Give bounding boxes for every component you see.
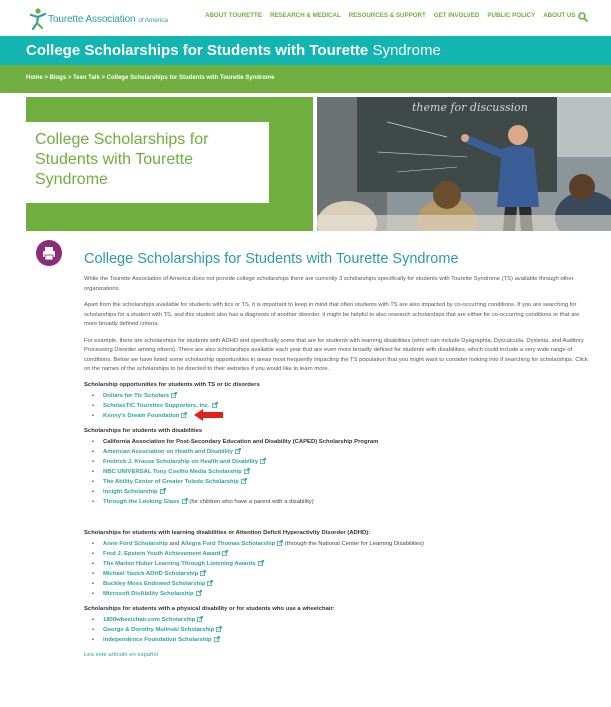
list-item [92, 625, 594, 635]
logo-small-text: of America [138, 16, 168, 24]
hero-heading: College Scholarships for Students with Tourette Syndrome [35, 131, 209, 188]
external-link-icon [260, 458, 266, 464]
page-title-bold: College Scholarships for Students with Tourette [26, 42, 369, 59]
link-scholastic-tourettes[interactable]: ScholasTIC Tourettes Supporters, Inc. [103, 402, 210, 409]
list-item [92, 391, 594, 401]
link-nbc-coelho[interactable]: NBC UNIVERSAL Tony Coelho Media Scholarship [103, 468, 242, 475]
looking-glass-note: (for children who have a parent with a disability) [189, 498, 314, 505]
list-item [92, 477, 594, 487]
and-text: and [167, 540, 181, 547]
spacer [84, 514, 594, 528]
list-item [92, 457, 594, 467]
list-item [92, 635, 594, 645]
link-1800wheelchair[interactable]: 1800wheelchair.com Scholarship [103, 616, 196, 623]
page-title [26, 42, 441, 59]
link-ability-center-toledo[interactable]: The Ability Center of Greater Toledo Scholarship [103, 478, 239, 485]
nav-resources-support[interactable]: RESOURCES & SUPPORT [348, 12, 426, 19]
nav-research-medical[interactable]: RESEARCH & MEDICAL [269, 12, 341, 19]
list-item [92, 569, 594, 579]
list-item [92, 497, 594, 507]
hero-card [26, 122, 269, 203]
caped-scholarship: California Association for Post-Secondary Education and Disability (CAPED) Scholarship Program [103, 438, 379, 445]
external-link-icon [196, 590, 202, 596]
search-icon[interactable] [577, 10, 589, 22]
article-paragraph-3: For example, there are scholarships for students with ADHD and specifically some that are for students with learning disabilities (which can include Dysgraphia, Dyscalculia, Dyslexia, and Auditory Processing Disorder among others). There are also scholarships available each year that are even more broadly defined for students with disabilities, which could include a very wide range of conditions. Below we have listed some scholarship opportunities in areas most frequently impacting the TS population that you might want to consider looking into if searching for scholarships. Click on the names of the scholarships to be directed to their websites if you would like to learn more. [84, 337, 588, 372]
nav-get-involved[interactable]: GET INVOLVED [433, 12, 480, 19]
external-link-icon [182, 498, 188, 504]
section-heading-ld-adhd: Scholarships for students with learning disabilities or Attention Deficit Hyperactivity Disorder (ADHD): [84, 529, 371, 536]
link-anne-ford[interactable]: Anne Ford Scholarship [103, 540, 168, 547]
print-icon[interactable] [36, 240, 62, 266]
external-link-icon [216, 626, 222, 632]
list-disability-scholarships [92, 437, 594, 507]
nav-about-tourette[interactable]: ABOUT TOURETTE [205, 12, 262, 19]
logo-figure-icon [30, 8, 46, 30]
link-microsoft-disability[interactable]: Microsoft DisAbility Scholarship [103, 590, 194, 597]
link-fred-epstein[interactable]: Fred J. Epstein Youth Achievement Award [103, 550, 221, 557]
list-item [92, 579, 594, 589]
site-logo[interactable] [30, 8, 168, 30]
external-link-icon [160, 488, 166, 494]
chalkboard-text: theme for discussion [412, 101, 528, 114]
list-item [92, 615, 594, 625]
article-title: College Scholarships for Students with Tourette Syndrome [84, 251, 459, 267]
list-item [92, 549, 594, 559]
article-paragraph-1: While the Tourette Association of America does not provide college scholarships there are currently 3 scholarships specifically for students with Tourette Syndrome (TS) available through other organizations. [84, 276, 574, 292]
external-link-icon [235, 448, 241, 454]
hero-classroom-image [317, 97, 611, 231]
section-heading-physical: Scholarships for students with a physical disability or for students who use a wheelchair: [84, 605, 335, 612]
link-kennys-dream[interactable]: Kenny's Dream Foundation [103, 412, 180, 419]
list-item [92, 589, 594, 599]
link-dollars-for-tic-scholars[interactable]: Dollars for Tic Scholars [103, 392, 170, 399]
logo-text [48, 14, 168, 25]
list-item [92, 411, 594, 421]
link-aahd[interactable]: American Association on Health and Disability [103, 448, 234, 455]
list-item [92, 559, 594, 569]
list-physical-scholarships [92, 615, 594, 645]
link-krause-scholarship[interactable]: Fredrick J. Krause Scholarship on Health and Disability [103, 458, 259, 465]
site-header [0, 0, 611, 36]
list-ld-adhd-scholarships [92, 539, 594, 599]
spanish-article-link[interactable]: Lea este artículo en español [84, 651, 159, 658]
page-title-thin: Syndrome [372, 42, 441, 59]
link-marion-huber[interactable]: The Marion Huber Learning Through Listening Awards [103, 560, 256, 567]
breadcrumb[interactable]: Home > Blogs > Teen Talk > College Scholarships for Students with Tourette Syndrome [26, 75, 275, 81]
external-link-icon [197, 616, 203, 622]
link-mulinski[interactable]: George & Dorothy Mulinski Scholarship [103, 626, 215, 633]
red-arrow-icon [193, 408, 225, 422]
nav-about-us[interactable]: ABOUT US [543, 12, 576, 19]
breadcrumb-bar [0, 65, 611, 93]
list-item [92, 539, 594, 549]
external-link-icon [277, 540, 283, 546]
list-item [92, 401, 594, 411]
link-michael-yasick[interactable]: Michael Yasick ADHD Scholarship [103, 570, 199, 577]
link-incight[interactable]: Incight Scholarship [103, 488, 158, 495]
external-link-icon [171, 392, 177, 398]
external-link-icon [181, 412, 187, 418]
page-title-bar [0, 36, 611, 65]
main-nav [205, 12, 584, 19]
link-allegra-ford-thomas[interactable]: Allegra Ford Thomas Scholarship [180, 540, 276, 547]
external-link-icon [244, 468, 250, 474]
external-link-icon [200, 570, 206, 576]
article-paragraph-2: Apart from the scholarships available for students with tics or TS, it is important to keep in mind that often students with TS are also impacted by co-occurring conditions. If you are searching for scholarships for a student with TS, and this student also has a diagnosis of another disorder, it might be helpful to also research scholarships that are either for co-occurring conditions or that are more broadly defined criteria. [84, 302, 580, 327]
external-link-icon [207, 580, 213, 586]
link-through-the-looking-glass[interactable]: Through the Looking Glass [103, 498, 180, 505]
list-ts-scholarships [92, 391, 594, 421]
link-independence-foundation[interactable]: Independence Foundation Scholarship [103, 636, 212, 643]
external-link-icon [212, 402, 218, 408]
logo-main-text: Tourette Association [48, 13, 136, 25]
external-link-icon [222, 550, 228, 556]
nav-public-policy[interactable]: PUBLIC POLICY [487, 12, 536, 19]
section-heading-disabilities: Scholarships for students with disabilities [84, 427, 203, 434]
list-item [92, 437, 594, 447]
article-content [84, 251, 594, 658]
list-item [92, 447, 594, 457]
list-item [92, 487, 594, 497]
list-item [92, 467, 594, 477]
ncld-note: (through the National Center for Learning Disabilities) [284, 540, 425, 547]
external-link-icon [241, 478, 247, 484]
external-link-icon [214, 636, 220, 642]
link-buckley-moss[interactable]: Buckley Moss Endowed Scholarship [103, 580, 206, 587]
section-heading-ts: Scholarship opportunities for students with TS or tic disorders [84, 381, 260, 388]
external-link-icon [258, 560, 264, 566]
